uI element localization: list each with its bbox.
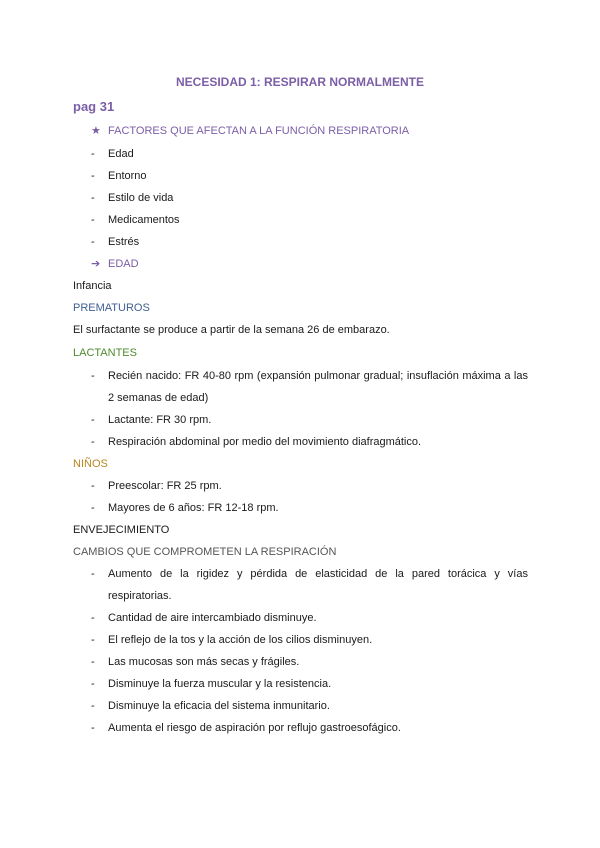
list-item-text: Estilo de vida — [108, 192, 174, 204]
list-item-text: Disminuye la eficacia del sistema inmunitario. — [108, 700, 330, 712]
dash-marker: - — [91, 480, 95, 492]
dash-marker: - — [91, 678, 95, 690]
dash-marker: - — [91, 612, 95, 624]
page-reference: pag 31 — [73, 99, 115, 114]
dash-marker: - — [91, 192, 95, 204]
dash-marker: - — [91, 414, 95, 426]
dash-marker: - — [91, 170, 95, 182]
dash-marker: - — [91, 634, 95, 646]
dash-marker: - — [91, 236, 95, 248]
cambios-heading: CAMBIOS QUE COMPROMETEN LA RESPIRACIÓN — [73, 546, 337, 558]
list-item-text: Aumento de la rigidez y pérdida de elasticidad de la pared torácica y vías — [108, 568, 528, 580]
ninos-heading: NIÑOS — [73, 458, 108, 470]
list-item-text: 2 semanas de edad) — [108, 392, 209, 404]
list-item-text: Preescolar: FR 25 rpm. — [108, 480, 222, 492]
list-item-text: Recién nacido: FR 40-80 rpm (expansión pulmonar gradual; insuflación máxima a las — [108, 370, 528, 382]
dash-marker: - — [91, 370, 95, 382]
prematuros-heading: PREMATUROS — [73, 302, 150, 314]
dash-marker: - — [91, 700, 95, 712]
list-item-text: respiratorias. — [108, 590, 172, 602]
list-item-text: Las mucosas son más secas y frágiles. — [108, 656, 300, 668]
edad-heading: EDAD — [108, 258, 139, 270]
dash-marker: - — [91, 148, 95, 160]
star-icon: ★ — [91, 125, 101, 137]
dash-marker: - — [91, 502, 95, 514]
list-item-text: Edad — [108, 148, 134, 160]
lactantes-heading: LACTANTES — [73, 347, 137, 359]
arrow-icon: ➔ — [91, 258, 101, 270]
list-item-text: Mayores de 6 años: FR 12-18 rpm. — [108, 502, 279, 514]
list-item-text: Respiración abdominal por medio del movimiento diafragmático. — [108, 436, 422, 448]
list-item-text: Cantidad de aire intercambiado disminuye. — [108, 612, 317, 624]
dash-marker: - — [91, 436, 95, 448]
dash-marker: - — [91, 656, 95, 668]
list-item-text: Medicamentos — [108, 214, 180, 226]
list-item-text: Lactante: FR 30 rpm. — [108, 414, 212, 426]
dash-marker: - — [91, 214, 95, 226]
infancia-label: Infancia — [73, 280, 112, 292]
envejecimiento-heading: ENVEJECIMIENTO — [73, 524, 170, 536]
list-item-text: El reflejo de la tos y la acción de los cilios disminuyen. — [108, 634, 373, 646]
list-item-text: Entorno — [108, 170, 147, 182]
prematuros-text: El surfactante se produce a partir de la semana 26 de embarazo. — [73, 324, 390, 336]
list-item-text: Disminuye la fuerza muscular y la resistencia. — [108, 678, 332, 690]
list-item-text: Aumenta el riesgo de aspiración por reflujo gastroesofágico. — [108, 722, 401, 734]
page-title: NECESIDAD 1: RESPIRAR NORMALMENTE — [175, 75, 424, 89]
factors-heading: FACTORES QUE AFECTAN A LA FUNCIÓN RESPIRATORIA — [108, 125, 410, 137]
dash-marker: - — [91, 722, 95, 734]
dash-marker: - — [91, 568, 95, 580]
list-item-text: Estrés — [108, 236, 140, 248]
